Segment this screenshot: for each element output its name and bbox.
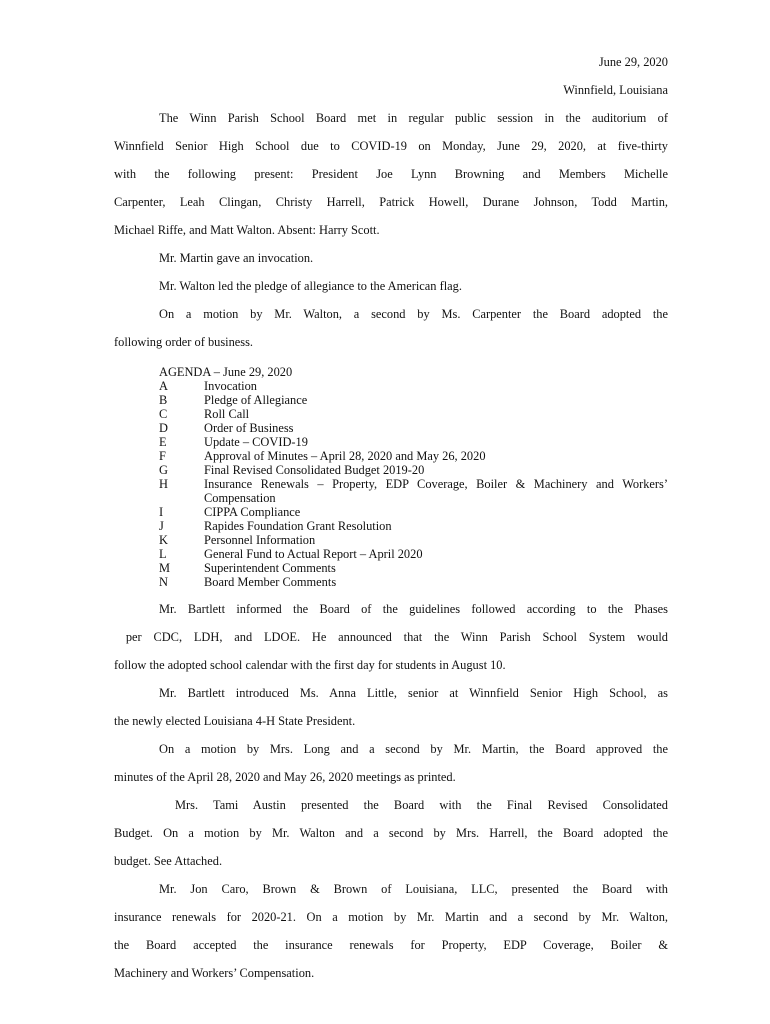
paragraph-line: minutes of the April 28, 2020 and May 26, 2020 meetings as printed. (114, 770, 456, 784)
agenda-item-letter: B (159, 393, 168, 407)
paragraph-line: budget. See Attached. (114, 854, 223, 868)
agenda-item (159, 407, 668, 421)
paragraph-line: Michael Riffe, and Matt Walton. Absent: Harry Scott. (114, 223, 380, 237)
agenda-item-text: Insurance Renewals – Property, EDP Coverage, Boiler & Machinery and Workers’ Compensation (204, 477, 668, 505)
paragraph-line: On a motion by Mrs. Long and a second by Mr. Martin, the Board approved the (159, 742, 668, 756)
agenda-item (159, 449, 668, 463)
agenda-item-letter: L (159, 547, 167, 561)
meeting-location: Winnfield, Louisiana (563, 83, 668, 97)
agenda-item-letter: I (159, 505, 164, 519)
agenda-item-letter: D (159, 421, 168, 435)
paragraph-line: the newly elected Louisiana 4-H State President. (114, 714, 356, 728)
paragraph-line: Mrs. Tami Austin presented the Board with the Final Revised Consolidated (175, 798, 668, 812)
paragraph-line: the Board accepted the insurance renewals for Property, EDP Coverage, Boiler & (114, 938, 668, 952)
agenda-item (159, 393, 668, 407)
paragraph-line: follow the adopted school calendar with the first day for students in August 10. (114, 658, 506, 672)
agenda-item-text: Personnel Information (204, 533, 316, 547)
agenda-item (159, 463, 668, 477)
paragraph-line: Mr. Bartlett introduced Ms. Anna Little, senior at Winnfield Senior High School, as (159, 686, 668, 700)
agenda-item-text: Order of Business (204, 421, 294, 435)
agenda-item (159, 505, 668, 519)
agenda-item-letter: G (159, 463, 168, 477)
paragraph-line: following order of business. (114, 335, 254, 349)
paragraph-line: Mr. Bartlett informed the Board of the guidelines followed according to the Phases (159, 602, 668, 616)
paragraph-line: insurance renewals for 2020-21. On a motion by Mr. Martin and a second by Mr. Walton, (114, 910, 668, 924)
agenda-item (159, 561, 668, 575)
agenda-item-text: Rapides Foundation Grant Resolution (204, 519, 392, 533)
meeting-date: June 29, 2020 (598, 55, 668, 69)
agenda-item-text: Approval of Minutes – April 28, 2020 and May 26, 2020 (204, 449, 486, 463)
paragraph-line: Budget. On a motion by Mr. Walton and a second by Mrs. Harrell, the Board adopted the (114, 826, 668, 840)
paragraph-line: per CDC, LDH, and LDOE. He announced that the Winn Parish School System would (114, 630, 668, 644)
paragraph-line: On a motion by Mr. Walton, a second by Ms. Carpenter the Board adopted the (159, 307, 668, 321)
agenda-item-text: Update – COVID-19 (204, 435, 308, 449)
paragraph-line: with the following present: President Joe Lynn Browning and Members Michelle (114, 167, 668, 181)
agenda-item-letter: C (159, 407, 168, 421)
agenda-item (159, 421, 668, 435)
agenda-item-letter: E (159, 435, 167, 449)
pledge-text: Mr. Walton led the pledge of allegiance to the American flag. (159, 279, 462, 293)
agenda-item-letter: K (159, 533, 168, 547)
agenda-item-letter: F (159, 449, 166, 463)
agenda-item-text: Roll Call (204, 407, 250, 421)
paragraph-line: The Winn Parish School Board met in regular public session in the auditorium of (159, 111, 668, 125)
paragraph-line: Machinery and Workers’ Compensation. (114, 966, 315, 980)
agenda-list (159, 365, 668, 589)
agenda-item-letter: A (159, 379, 168, 393)
agenda-item-text: Superintendent Comments (204, 561, 336, 575)
agenda-item (159, 519, 668, 533)
paragraph-line: Carpenter, Leah Clingan, Christy Harrell, Patrick Howell, Durane Johnson, Todd Martin, (114, 195, 668, 209)
agenda-item (159, 575, 668, 589)
agenda-item (159, 379, 668, 393)
agenda-item-text: CIPPA Compliance (204, 505, 301, 519)
agenda-item-text: Pledge of Allegiance (204, 393, 308, 407)
agenda-item-letter: J (159, 519, 164, 533)
agenda-item (159, 533, 668, 547)
agenda-item-letter: M (159, 561, 171, 575)
agenda-item-letter: H (159, 477, 168, 491)
agenda-item (159, 477, 668, 505)
invocation-text: Mr. Martin gave an invocation. (159, 251, 314, 265)
agenda-item-text: Final Revised Consolidated Budget 2019-20 (204, 463, 425, 477)
agenda-item-text: Board Member Comments (204, 575, 337, 589)
agenda-item-text: Invocation (204, 379, 257, 393)
agenda-item (159, 435, 668, 449)
paragraph-line: Winnfield Senior High School due to COVID-19 on Monday, June 29, 2020, at five-thirty (114, 139, 668, 153)
agenda-item-text: General Fund to Actual Report – April 2020 (204, 547, 423, 561)
agenda-title: AGENDA – June 29, 2020 (159, 365, 293, 379)
paragraph-line: Mr. Jon Caro, Brown & Brown of Louisiana, LLC, presented the Board with (159, 882, 668, 896)
agenda-item-letter: N (159, 575, 168, 589)
agenda-item (159, 547, 668, 561)
